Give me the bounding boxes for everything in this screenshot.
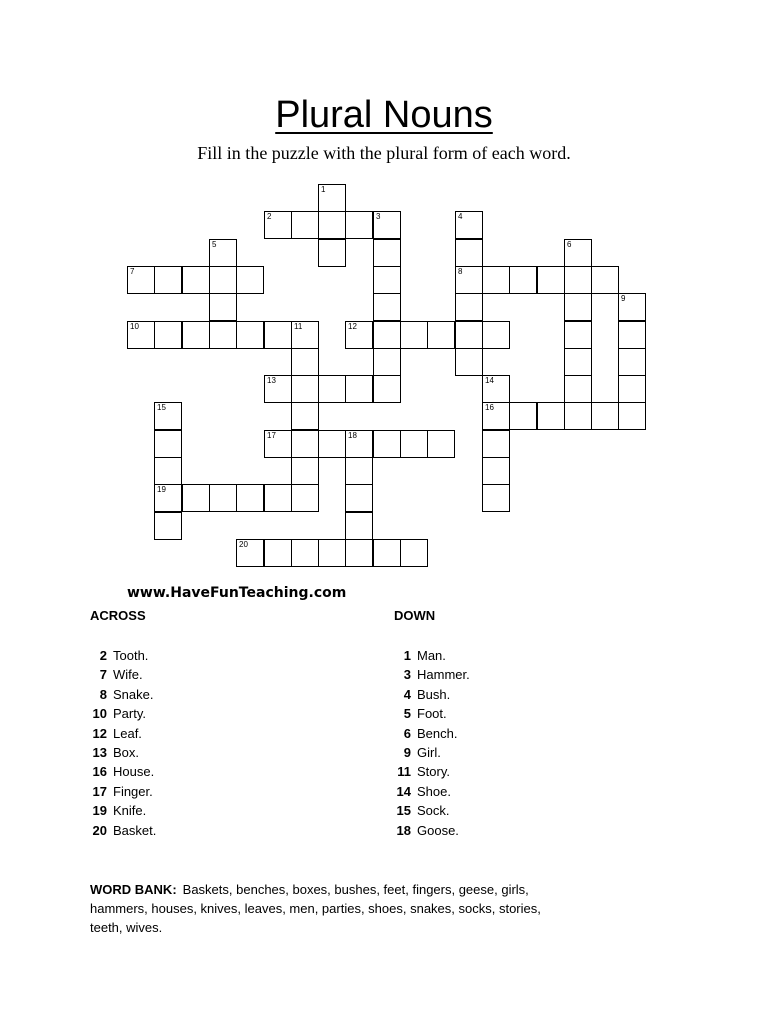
clue-number: 5 [403, 706, 411, 722]
crossword-cell [373, 321, 401, 349]
crossword-cell [345, 211, 373, 239]
crossword-cell [127, 266, 155, 294]
clue-text: Snake. [113, 686, 154, 702]
crossword-cell [345, 375, 373, 403]
clue-number-label: 10 [130, 322, 139, 331]
crossword-cell [564, 402, 592, 430]
crossword-cell [291, 457, 319, 485]
crossword-cell [455, 321, 483, 349]
crossword-cell [373, 266, 401, 294]
clue-number-label: 19 [157, 485, 166, 494]
crossword-cell [373, 348, 401, 376]
crossword-cell [291, 321, 319, 349]
clue-number-label: 11 [294, 322, 303, 331]
crossword-cell [427, 321, 455, 349]
crossword-cell [291, 211, 319, 239]
clue-number: 13 [92, 744, 107, 760]
crossword-cell [455, 293, 483, 321]
crossword-cell [209, 239, 237, 267]
clue-text: Man. [417, 648, 446, 663]
crossword-cell [264, 539, 292, 567]
clue-number-label: 8 [458, 267, 463, 276]
crossword-cell [591, 402, 619, 430]
crossword-cell [264, 321, 292, 349]
crossword-cell [209, 484, 237, 512]
crossword-cell [509, 402, 537, 430]
crossword-cell [209, 293, 237, 321]
crossword-cell [373, 293, 401, 321]
clue-number: 17 [92, 783, 107, 799]
crossword-cell [482, 457, 510, 485]
clue-text: Goose. [417, 822, 459, 838]
crossword-cell [455, 239, 483, 267]
crossword-cell [455, 266, 483, 294]
clue-number-label: 18 [348, 431, 357, 440]
clue-number-label: 14 [485, 376, 494, 385]
clue-number: 11 [397, 764, 411, 780]
clue-text: Sock. [417, 803, 450, 819]
crossword-cell [345, 512, 373, 540]
crossword-cell [537, 266, 565, 294]
crossword-cell [209, 321, 237, 349]
crossword-cell [564, 321, 592, 349]
clue-number-label: 5 [212, 240, 217, 249]
clue-text: Leaf. [113, 725, 142, 741]
clue-number-label: 4 [458, 212, 463, 221]
clue-number: 15 [396, 803, 411, 819]
crossword-cell [482, 430, 510, 458]
word-bank [90, 880, 570, 937]
clue-number-label: 12 [348, 322, 357, 331]
clue-text: Wife. [113, 667, 143, 683]
page-title: Plural Nouns [275, 94, 493, 136]
crossword-cell [618, 293, 646, 321]
crossword-cell [154, 484, 182, 512]
clue-number: 18 [396, 822, 411, 838]
clue-number: 3 [403, 667, 411, 683]
clue-text: House. [113, 764, 155, 780]
crossword-cell [373, 539, 401, 567]
clue-number-label: 13 [267, 376, 276, 385]
crossword-cell [264, 211, 292, 239]
clue-number: 2 [99, 648, 107, 663]
crossword-cell [373, 239, 401, 267]
clue-text: Bench. [417, 725, 458, 741]
crossword-cell [291, 402, 319, 430]
crossword-cell [236, 539, 264, 567]
crossword-cell [236, 321, 264, 349]
crossword-cell [236, 266, 264, 294]
crossword-cell [154, 430, 182, 458]
website-url: www.HaveFunTeaching.com [127, 585, 347, 601]
crossword-cell [618, 402, 646, 430]
clue-text: Tooth. [113, 648, 149, 663]
clue-number-label: 1 [321, 185, 326, 194]
clue-number: 9 [403, 744, 411, 760]
clue-number-label: 7 [130, 267, 135, 276]
crossword-cell [345, 321, 373, 349]
crossword-cell [154, 512, 182, 540]
clue-number: 20 [92, 822, 107, 838]
crossword-cell [373, 211, 401, 239]
word-bank-label: WORD BANK: [90, 882, 177, 897]
crossword-cell [455, 348, 483, 376]
clue-number-label: 17 [267, 431, 276, 440]
crossword-cell [291, 430, 319, 458]
clue-text: Knife. [113, 803, 147, 819]
clue-number: 7 [99, 667, 107, 683]
crossword-cell [291, 375, 319, 403]
clue-text: Shoe. [417, 783, 451, 799]
clue-number-label: 15 [157, 403, 166, 412]
clue-text: Party. [113, 706, 146, 722]
clue-text: Story. [417, 764, 450, 780]
crossword-cell [318, 539, 346, 567]
clue-text: Finger. [113, 783, 153, 799]
clue-number: 16 [92, 764, 107, 780]
crossword-cell [154, 457, 182, 485]
crossword-cell [291, 484, 319, 512]
crossword-cell [182, 484, 210, 512]
crossword-cell [618, 321, 646, 349]
crossword-cell [564, 375, 592, 403]
crossword-cell [373, 375, 401, 403]
crossword-cell [509, 266, 537, 294]
crossword-cell [400, 321, 428, 349]
crossword-cell [264, 430, 292, 458]
crossword-cell [537, 402, 565, 430]
crossword-cell [154, 321, 182, 349]
clue-number-label: 6 [567, 240, 572, 249]
clue-text: Girl. [417, 744, 441, 760]
crossword-cell [482, 266, 510, 294]
crossword-cell [400, 539, 428, 567]
crossword-cell [264, 484, 292, 512]
crossword-cell [373, 430, 401, 458]
crossword-cell [618, 375, 646, 403]
clue-number-label: 2 [267, 212, 272, 221]
crossword-cell [291, 348, 319, 376]
crossword-cell [427, 430, 455, 458]
crossword-cell [127, 321, 155, 349]
crossword-cell [564, 348, 592, 376]
clue-number: 12 [92, 725, 107, 741]
crossword-cell [591, 266, 619, 294]
crossword-cell [618, 348, 646, 376]
crossword-cell [482, 402, 510, 430]
clue-number-label: 9 [621, 294, 626, 303]
crossword-cell [154, 266, 182, 294]
crossword-cell [318, 375, 346, 403]
crossword-cell [482, 321, 510, 349]
crossword-cell [455, 211, 483, 239]
clue-text: Box. [113, 744, 140, 760]
crossword-cell [209, 266, 237, 294]
crossword-cell [291, 539, 319, 567]
crossword-cell [182, 321, 210, 349]
crossword-cell [318, 211, 346, 239]
clue-text: Foot. [417, 706, 447, 722]
clue-number-label: 20 [239, 540, 248, 549]
crossword-cell [400, 430, 428, 458]
clue-number: 19 [92, 803, 107, 819]
clue-number: 4 [403, 686, 411, 702]
crossword-cell [318, 184, 346, 212]
crossword-cell [236, 484, 264, 512]
clue-number: 6 [403, 725, 411, 741]
crossword-cell [564, 266, 592, 294]
crossword-cell [264, 375, 292, 403]
clue-text: Bush. [417, 686, 451, 702]
clue-text: Basket. [113, 822, 157, 838]
crossword-cell [345, 430, 373, 458]
crossword-cell [154, 402, 182, 430]
crossword-cell [318, 239, 346, 267]
clue-number: 1 [403, 648, 411, 663]
crossword-cell [482, 375, 510, 403]
clue-number-label: 3 [376, 212, 381, 221]
crossword-cell [318, 430, 346, 458]
down-heading: DOWN [394, 608, 436, 623]
crossword-cell [564, 293, 592, 321]
crossword-cell [345, 484, 373, 512]
across-heading: ACROSS [90, 608, 146, 623]
clue-text: Hammer. [417, 667, 470, 683]
crossword-cell [345, 539, 373, 567]
crossword-cell [564, 239, 592, 267]
instructions: Fill in the puzzle with the plural form of each word. [197, 143, 571, 163]
crossword-cell [345, 457, 373, 485]
clue-number: 10 [92, 706, 107, 722]
clue-number-label: 16 [485, 403, 494, 412]
clue-number: 14 [396, 783, 411, 799]
crossword-cell [482, 484, 510, 512]
word-bank-words: Baskets, benches, boxes, bushes, feet, fingers, geese, girls, hammers, houses, knives, leaves, men, parties, shoes, snakes, socks, stories, teeth, wives. [90, 882, 541, 935]
crossword-cell [182, 266, 210, 294]
clue-number: 8 [99, 686, 107, 702]
